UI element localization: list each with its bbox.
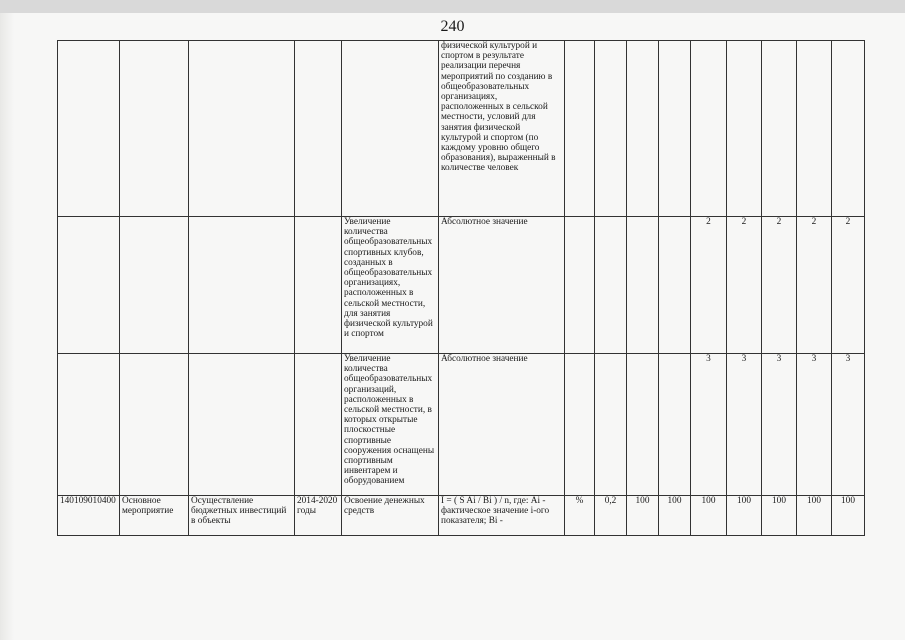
cell-period	[295, 354, 342, 496]
cell-name: Осуществление бюджетных инвестиций в объекты	[189, 496, 295, 536]
cell-code	[58, 354, 120, 496]
cell-value-2: 100	[659, 496, 691, 536]
cell-method: Абсолютное значение	[439, 354, 565, 496]
cell-value-7: 2	[832, 217, 865, 354]
cell-value-3	[691, 41, 727, 217]
cell-value-1	[627, 354, 659, 496]
table-row	[58, 354, 865, 496]
scan-border-top	[0, 0, 905, 13]
table-row	[58, 41, 865, 217]
cell-value-6: 100	[797, 496, 832, 536]
page-number: 240	[440, 18, 465, 35]
cell-base	[595, 354, 627, 496]
cell-value-5	[762, 41, 797, 217]
cell-base	[595, 41, 627, 217]
cell-value-4	[727, 41, 762, 217]
cell-indicator	[342, 41, 439, 217]
cell-type	[120, 217, 189, 354]
cell-period	[295, 217, 342, 354]
cell-type	[120, 354, 189, 496]
cell-unit	[565, 354, 595, 496]
cell-method: I = ( S Ai / Bi ) / n, где: Ai - фактическое значение i-ого показателя; Bi -	[439, 496, 565, 536]
table-row	[58, 496, 865, 536]
cell-value-3: 3	[691, 354, 727, 496]
cell-code	[58, 41, 120, 217]
cell-indicator: Увеличение количества общеобразовательных организаций, расположенных в сельской местности, в которых открытые плоскостные спортивные сооружения оснащены спортивным инвентарем и оборудованием	[342, 354, 439, 496]
cell-value-1	[627, 217, 659, 354]
cell-period	[295, 41, 342, 217]
cell-code	[58, 217, 120, 354]
cell-value-7	[832, 41, 865, 217]
cell-name	[189, 354, 295, 496]
cell-indicator: Освоение денежных средств	[342, 496, 439, 536]
cell-value-2	[659, 217, 691, 354]
cell-value-1	[627, 41, 659, 217]
cell-name	[189, 41, 295, 217]
cell-value-3: 100	[691, 496, 727, 536]
cell-unit	[565, 41, 595, 217]
cell-value-7: 3	[832, 354, 865, 496]
cell-base: 0,2	[595, 496, 627, 536]
scan-border-left	[0, 13, 14, 640]
cell-type: Основное мероприятие	[120, 496, 189, 536]
cell-value-6	[797, 41, 832, 217]
cell-value-4: 100	[727, 496, 762, 536]
cell-value-7: 100	[832, 496, 865, 536]
cell-indicator: Увеличение количества общеобразовательных спортивных клубов, созданных в общеобразовательных организациях, расположенных в сельской местности, для занятия физической культурой и спортом	[342, 217, 439, 354]
cell-value-5: 2	[762, 217, 797, 354]
cell-unit	[565, 217, 595, 354]
cell-value-2	[659, 41, 691, 217]
cell-value-6: 2	[797, 217, 832, 354]
cell-name	[189, 217, 295, 354]
cell-base	[595, 217, 627, 354]
cell-period: 2014-2020 годы	[295, 496, 342, 536]
cell-method: физической культурой и спортом в результате реализации перечня мероприятий по созданию в общеобразовательных организациях, расположенных в сельской местности, условий для занятия физической культурой и спортом (по каждому уровню общего образования), выраженный в количестве человек	[439, 41, 565, 217]
cell-value-5: 100	[762, 496, 797, 536]
cell-type	[120, 41, 189, 217]
cell-value-3: 2	[691, 217, 727, 354]
cell-unit: %	[565, 496, 595, 536]
cell-value-4: 3	[727, 354, 762, 496]
cell-value-6: 3	[797, 354, 832, 496]
cell-value-2	[659, 354, 691, 496]
program-indicators-table	[57, 40, 865, 536]
cell-method: Абсолютное значение	[439, 217, 565, 354]
table-row	[58, 217, 865, 354]
cell-value-5: 3	[762, 354, 797, 496]
cell-value-1: 100	[627, 496, 659, 536]
cell-code: 140109010400	[58, 496, 120, 536]
cell-value-4: 2	[727, 217, 762, 354]
